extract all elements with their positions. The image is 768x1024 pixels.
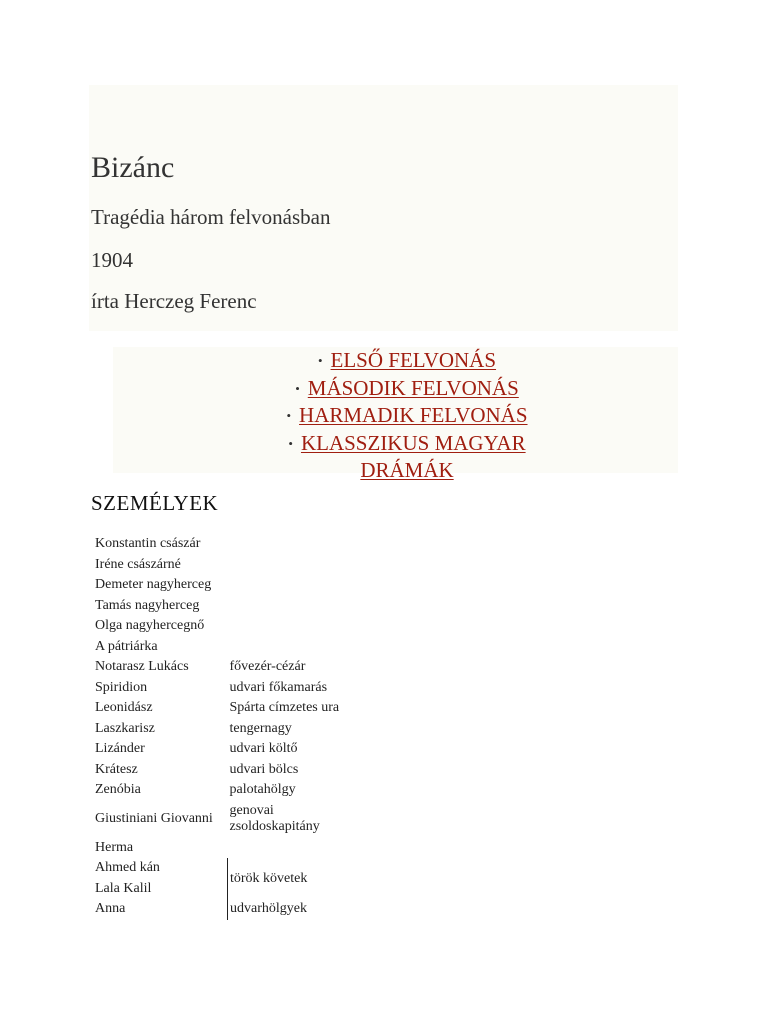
character-name: Spiridion — [95, 679, 148, 695]
table-row — [93, 637, 360, 658]
character-role: fővezér-cézár — [229, 659, 306, 675]
table-row — [93, 534, 360, 555]
character-role: udvari főkamarás — [229, 679, 328, 695]
bullet-icon: • — [288, 435, 293, 451]
character-role — [228, 616, 361, 637]
table-row — [93, 780, 360, 801]
character-role: palotahölgy — [229, 782, 296, 798]
character-role: udvari bölcs — [229, 761, 299, 777]
second-act-link[interactable]: MÁSODIK FELVONÁS — [307, 375, 519, 400]
table-row — [93, 858, 360, 879]
character-role — [228, 637, 361, 658]
table-row — [93, 899, 360, 920]
nav-item-first-act — [113, 348, 701, 376]
table-row — [93, 616, 360, 637]
character-name: Herma — [95, 839, 134, 855]
nav-item-second-act — [113, 376, 701, 404]
character-name: Anna — [95, 901, 126, 917]
table-row — [93, 596, 360, 617]
nav-item-classic-dramas — [257, 431, 557, 483]
character-name: Iréne császárné — [95, 556, 181, 572]
character-role — [228, 596, 361, 617]
character-name: Krátesz — [95, 761, 138, 777]
table-row — [93, 555, 360, 576]
character-role — [228, 575, 361, 596]
character-role — [228, 555, 361, 576]
character-name: Olga nagyhercegnő — [95, 618, 205, 634]
third-act-link[interactable]: HARMADIK FELVONÁS — [299, 403, 528, 427]
table-row — [93, 719, 360, 740]
character-name: Tamás nagyherceg — [95, 597, 200, 613]
character-name: Demeter nagyherceg — [95, 577, 212, 593]
character-role: udvari költő — [229, 741, 298, 757]
classic-dramas-link[interactable]: KLASSZIKUS MAGYAR DRÁMÁK — [300, 430, 526, 482]
character-role: udvarhölgyek — [228, 899, 361, 920]
character-name: Konstantin császár — [95, 536, 201, 552]
table-row — [93, 739, 360, 760]
table-row — [93, 801, 360, 838]
character-name: Notarasz Lukács — [95, 659, 189, 675]
character-name: Laszkarisz — [95, 720, 155, 736]
character-name: Zenóbia — [95, 782, 141, 798]
cast-table — [93, 534, 360, 920]
character-role: genovai zsoldoskapitány — [229, 803, 320, 834]
cast-heading: SZEMÉLYEK — [91, 491, 219, 515]
bullet-icon: • — [317, 353, 323, 368]
nav-item-third-act — [113, 403, 701, 431]
character-name: Giustiniani Giovanni — [95, 811, 213, 826]
character-role — [228, 534, 361, 555]
table-row — [93, 575, 360, 596]
table-row — [93, 657, 360, 678]
character-name: Ahmed kán — [95, 860, 160, 876]
bullet-icon: • — [295, 380, 300, 396]
first-act-link[interactable]: ELSŐ FELVONÁS — [330, 348, 497, 372]
character-role: török követek — [228, 858, 361, 899]
character-name: A pátriárka — [95, 638, 158, 654]
author-line: írta Herczeg Ferenc — [91, 289, 257, 313]
table-row — [93, 838, 360, 859]
page-title: Bizánc — [91, 151, 175, 184]
table-row — [93, 760, 360, 781]
navigation-list — [113, 348, 701, 483]
character-name: Lala Kalil — [95, 880, 152, 896]
character-role: tengernagy — [229, 720, 292, 736]
character-role — [228, 838, 361, 859]
character-name: Lizánder — [95, 741, 145, 757]
page-subtitle: Tragédia három felvonásban — [91, 205, 331, 229]
character-role: Spárta címzetes ura — [229, 700, 340, 716]
publication-year: 1904 — [91, 248, 133, 272]
bullet-icon: • — [286, 408, 292, 423]
table-row — [93, 698, 360, 719]
table-row — [93, 678, 360, 699]
character-name: Leonidász — [95, 700, 153, 716]
title-panel — [89, 85, 678, 331]
navigation-panel — [113, 347, 678, 482]
